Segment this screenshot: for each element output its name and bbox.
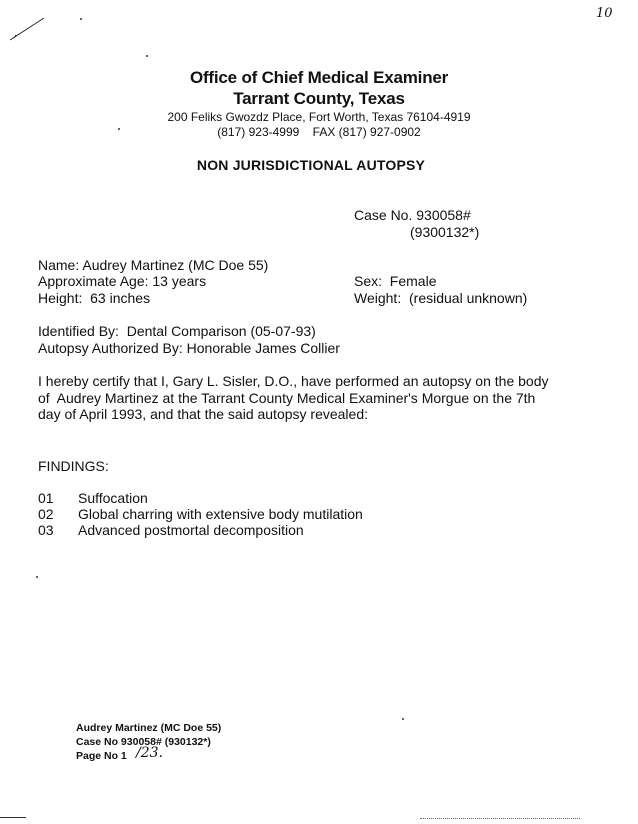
- finding-number: 01: [38, 490, 54, 506]
- certification-line: I hereby certify that I, Gary L. Sisler, D.O., have performed an autopsy on the body: [38, 373, 549, 389]
- footer-name: Audrey Martinez (MC Doe 55): [76, 722, 222, 734]
- speck: [80, 18, 82, 20]
- bottom-edge-line: [0, 817, 26, 818]
- office-phone-fax: (817) 923-4999 FAX (817) 927-0902: [217, 125, 421, 139]
- bottom-scan-noise: [420, 818, 580, 819]
- pen-mark: [8, 14, 48, 44]
- footer-case: Case No 930058# (930132*): [76, 736, 211, 748]
- subject-weight: Weight: (residual unknown): [354, 290, 528, 306]
- certification-paragraph: [38, 373, 618, 423]
- office-address: 200 Feliks Gwozdz Place, Fort Worth, Texas 76104-4919: [167, 110, 471, 124]
- finding-text: Advanced postmortal decomposition: [78, 522, 304, 538]
- identified-by: Identified By: Dental Comparison (05-07-93): [38, 323, 316, 339]
- finding-text: Global charring with extensive body mutilation: [78, 506, 363, 522]
- finding-text: Suffocation: [78, 490, 148, 506]
- subject-sex: Sex: Female: [354, 273, 437, 289]
- findings-heading: FINDINGS:: [38, 458, 109, 474]
- report-title: NON JURISDICTIONAL AUTOPSY: [196, 157, 426, 173]
- case-number: Case No. 930058#: [354, 207, 471, 223]
- subject-height: Height: 63 inches: [38, 290, 151, 306]
- subject-name: Name: Audrey Martinez (MC Doe 55): [38, 257, 269, 273]
- handwritten-page-note: /23.: [136, 745, 163, 761]
- finding-number: 02: [38, 506, 54, 522]
- handwritten-page-number: 10: [596, 6, 613, 21]
- office-title: Office of Chief Medical Examiner: [189, 68, 449, 87]
- certification-line: of Audrey Martinez at the Tarrant County Medical Examiner's Morgue on the 7th: [38, 389, 536, 406]
- subject-age: Approximate Age: 13 years: [38, 273, 207, 289]
- finding-item: [38, 522, 304, 538]
- county-title: Tarrant County, Texas: [233, 89, 405, 108]
- speck: [36, 576, 38, 578]
- finding-item: [38, 506, 363, 522]
- finding-number: 03: [38, 522, 54, 538]
- authorized-by: Autopsy Authorized By: Honorable James Collier: [38, 340, 340, 356]
- certification-line: day of April 1993, and that the said autopsy revealed:: [38, 406, 369, 422]
- speck: [402, 718, 404, 720]
- footer-page: Page No 1: [76, 750, 127, 762]
- speck: [146, 55, 148, 57]
- alt-case-number: (9300132*): [410, 224, 480, 240]
- finding-item: [38, 490, 148, 506]
